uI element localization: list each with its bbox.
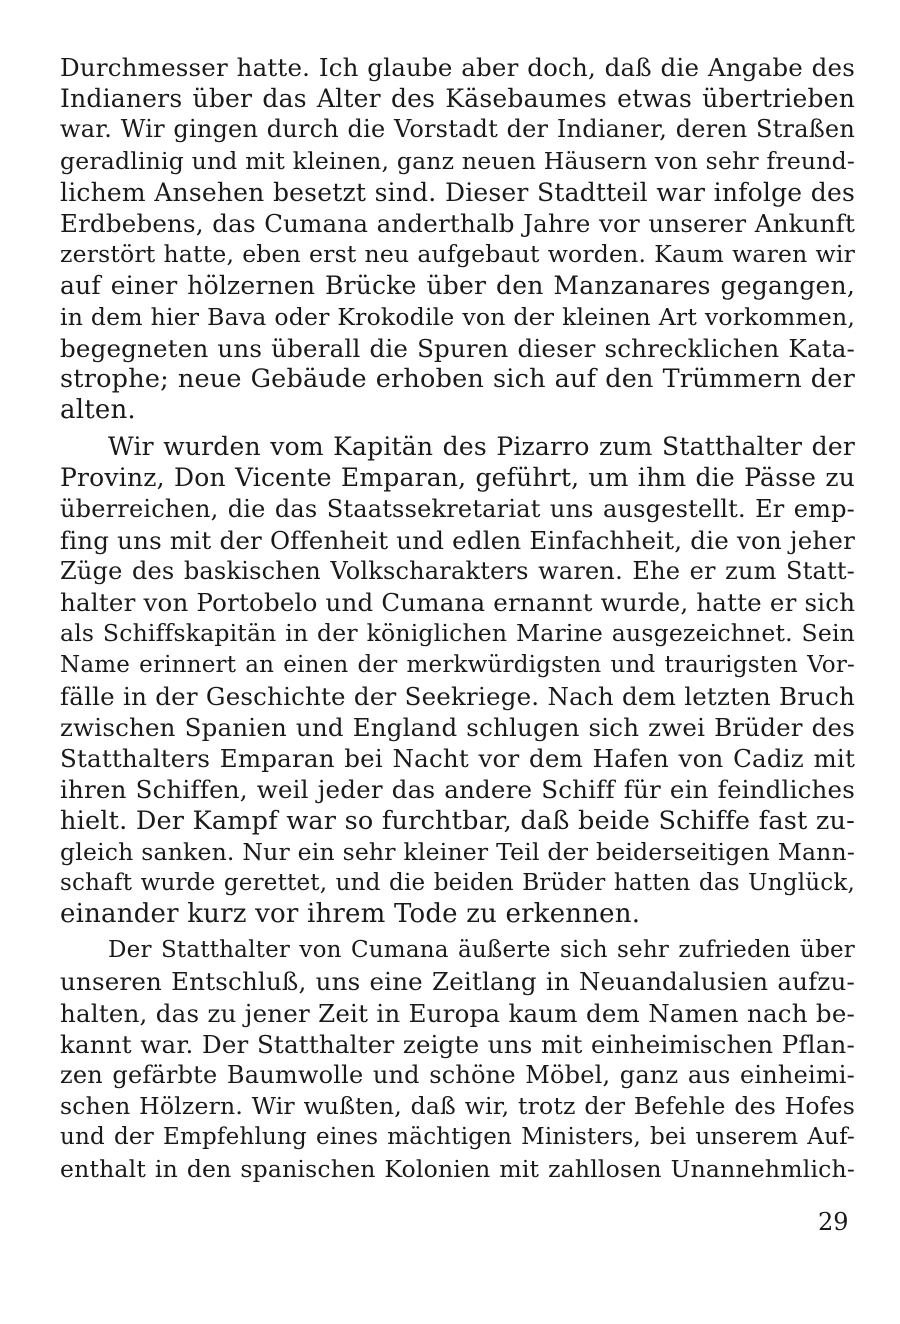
text-line: fälle in der Geschichte der Seekriege. Nach dem letzten Bruch <box>60 681 855 711</box>
page-number: 29 <box>818 1208 849 1236</box>
text-line: kannt war. Der Statthalter zeigte uns mit einheimischen Pflan- <box>60 1029 855 1059</box>
text-line: geradlinig und mit kleinen, ganz neuen Häusern von sehr freund- <box>60 146 855 175</box>
text-line: begegneten uns überall die Spuren dieser schrecklichen Kata- <box>60 333 855 363</box>
text-line: gleich sanken. Nur ein sehr kleiner Teil der beiderseitigen Mann- <box>60 837 855 866</box>
text-line: Durchmesser hatte. Ich glaube aber doch, daß die Angabe des <box>60 53 855 82</box>
text-line: unseren Entschluß, uns eine Zeitlang in Neuandalusien aufzu- <box>60 967 855 997</box>
text-line: Wir wurden vom Kapitän des Pizarro zum Statthalter der <box>108 432 855 462</box>
paragraph-2 <box>60 431 855 930</box>
text-line: lichem Ansehen besetzt sind. Dieser Stadtteil war infolge des <box>60 177 855 207</box>
text-line: in dem hier Bava oder Krokodile von der kleinen Art vorkommen, <box>60 302 855 331</box>
text-line: schen Hölzern. Wir wußten, daß wir, trotz der Befehle des Hofes <box>60 1092 855 1121</box>
text-line: hielt. Der Kampf war so furchtbar, daß beide Schiffe fast zu- <box>60 805 855 836</box>
text-line: Statthalters Emparan bei Nacht vor dem Hafen von Cadiz mit <box>60 744 855 774</box>
text-line: als Schiffskapitän in der königlichen Marine ausgezeichnet. Sein <box>60 619 855 648</box>
paragraph-1 <box>60 52 855 426</box>
text-line: auf einer hölzernen Brücke über den Manzanares gegangen, <box>60 271 855 301</box>
text-line: Erdbebens, das Cumana anderthalb Jahre vor unserer Ankunft <box>60 208 855 238</box>
text-line: zerstört hatte, eben erst neu aufgebaut worden. Kaum waren wir <box>60 240 855 269</box>
text-line: Name erinnert an einen der merkwürdigsten und traurigsten Vor- <box>60 651 855 678</box>
text-line: Der Statthalter von Cumana äußerte sich sehr zufrieden über <box>108 937 855 964</box>
text-line: halter von Portobelo und Cumana ernannt wurde, hatte er sich <box>60 588 855 618</box>
text-line: zen gefärbte Baumwolle und schöne Möbel, ganz aus einheimi- <box>60 1061 855 1089</box>
text-line: ihren Schiffen, weil jeder das andere Schiff für ein feindliches <box>60 775 855 805</box>
text-line: halten, das zu jener Zeit in Europa kaum dem Namen nach be- <box>60 998 855 1028</box>
paragraph-3 <box>60 935 855 1185</box>
text-line: strophe; neue Gebäude erhoben sich auf den Trümmern der <box>60 363 855 394</box>
text-line: enthalt in den spanischen Kolonien mit zahllosen Unannehmlich- <box>60 1154 855 1183</box>
page-body <box>60 52 855 1185</box>
text-line: fing uns mit der Offenheit und edlen Einfachheit, die von jeher <box>60 525 855 555</box>
text-line: Indianers über das Alter des Käsebaumes etwas übertrieben <box>60 84 855 114</box>
text-line: Züge des baskischen Volkscharakters waren. Ehe er zum Statt- <box>60 557 855 585</box>
text-line: zwischen Spanien und England schlugen sich zwei Brüder des <box>60 712 855 742</box>
text-line: alten. <box>60 395 136 426</box>
text-line: Provinz, Don Vicente Emparan, geführt, um ihm die Pässe zu <box>60 463 855 493</box>
text-line: und der Empfehlung eines mächtigen Ministers, bei unserem Auf- <box>60 1124 855 1151</box>
text-line: überreichen, die das Staatssekretariat uns ausgestellt. Er emp- <box>60 494 855 523</box>
text-line: war. Wir gingen durch die Vorstadt der Indianer, deren Straßen <box>60 115 855 144</box>
text-line: einander kurz vor ihrem Tode zu erkennen. <box>60 899 641 930</box>
text-line: schaft wurde gerettet, und die beiden Brüder hatten das Unglück, <box>60 869 855 896</box>
